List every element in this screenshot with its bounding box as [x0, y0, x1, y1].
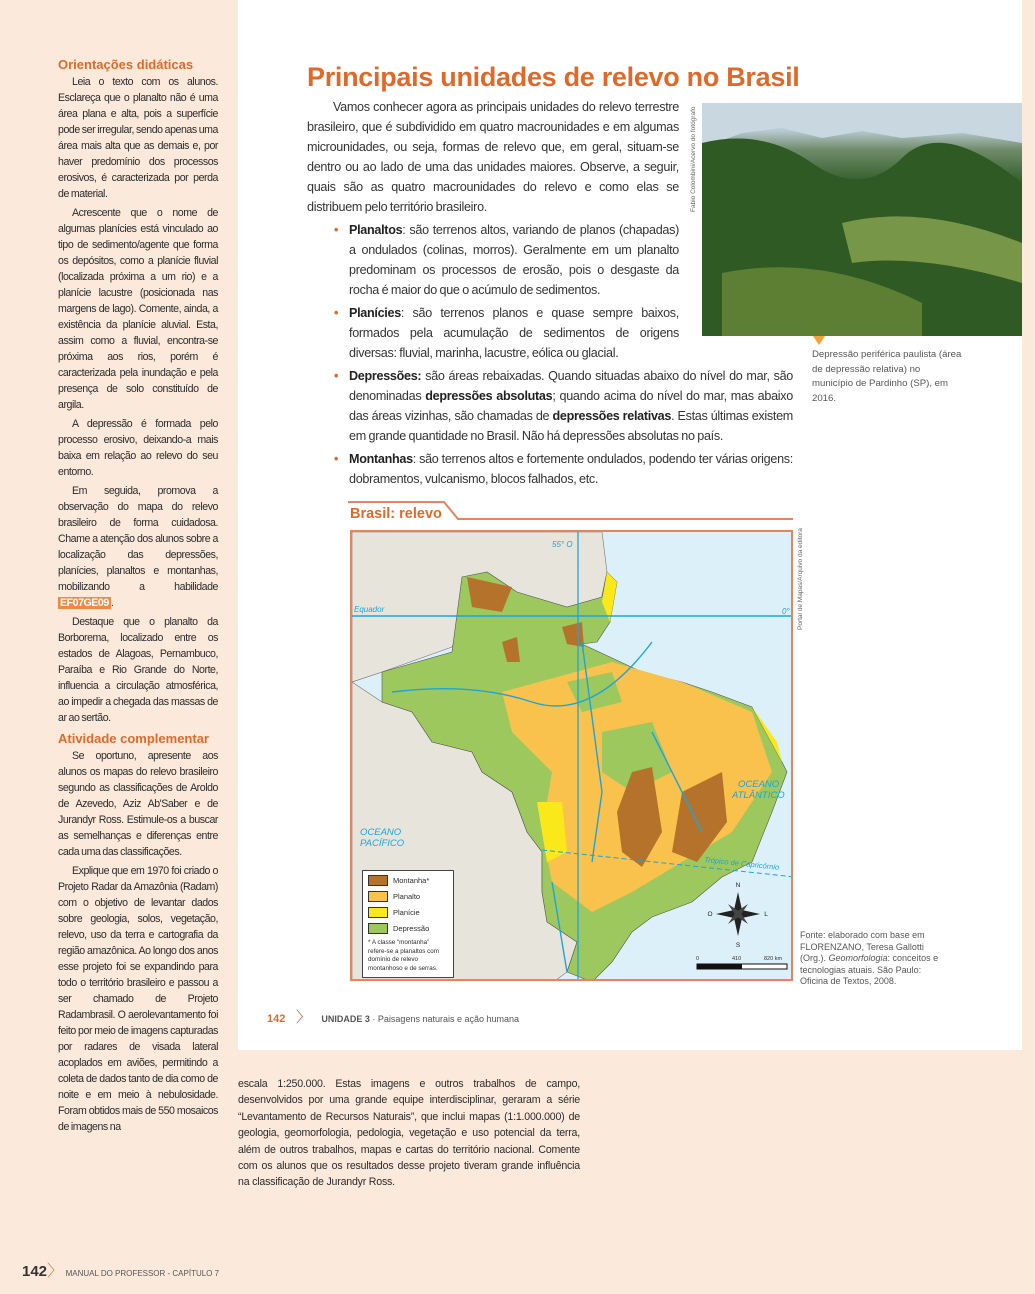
legend-item-depressao: Depressão — [368, 923, 448, 934]
note-continuation: escala 1:250.000. Estas imagens e outros trabalhos de campo, desenvolvidos por uma grande equipe interdisciplinar, geraram a série “Levantamento de Recursos Naturais”, que inclui mapas (1:1.000.000) de geologia, geomorfologia, pedologia, vegetação e uso potencial da terra, além de outros trabalhos, mapas e cartas do território nacional. Comente com os alunos que os resultados desse projeto tiveram grande influência na classificação de Jurandyr Ross. — [238, 1078, 580, 1189]
legend-item-montanha: Montanha* — [368, 875, 448, 886]
note-paragraph: A depressão é formada pelo processo erosivo, deixando-a mais baixa em relação ao relevo do seu entorno. — [58, 418, 218, 478]
landscape-photo — [702, 103, 1022, 336]
note-paragraph: Se oportuno, apresente aos alunos os mapas do relevo brasileiro segundo as classificações de Aroldo de Azevedo, Aziz Ab'Saber e de Jurandyr Ross. Estimule-os a buscar as semelhanças e diferenças entre cada uma das classificações. — [58, 750, 218, 858]
bullet-depressoes: • Depressões: são áreas rebaixadas. Quando situadas abaixo do nível do mar, são denominadas depressões absolutas; quando acima do nível do mar, mas abaixo das áreas vizinhas, são chamadas de depressões relativas. Estas últimas existem em grande quantidade no Brasil. Não há depressões absolutas no país. — [349, 366, 793, 446]
meridian-label: 55° O — [552, 540, 573, 549]
bullet-planaltos: • Planaltos: são terrenos altos, variando de planos (chapadas) a ondulados (colinas, morros). Geralmente em um planalto predominam os processos de erosão, pois o desgaste da rocha é maior do que o acúmulo de sedimentos. — [349, 220, 679, 300]
map-legend — [362, 870, 454, 978]
relief-map — [350, 530, 793, 981]
heading-atividade: Atividade complementar — [58, 731, 209, 746]
atlantic-label-1: OCEANO — [738, 779, 780, 790]
note-paragraph: Explique que em 1970 foi criado o Projeto Radar da Amazônia (Radam) com o objetivo de levantar dados sobre geologia, solos, vegetação, relevo, uso da terra e cartografia da região amazônica. Ao longo dos anos esse projeto foi se expandindo para todo o território brasileiro e passou a ser chamado de Projeto Radambrasil. O aerolevantamento foi feito por meio de imagens capturadas por radares de visada lateral acoplados em aviões, permitindo a coleta de dados tanto de dia como de noite e em meio à nebulosidade. Foram obtidos mais de 550 mosaicos de imagens na — [58, 865, 218, 1133]
scale-bar — [696, 956, 787, 969]
manual-footer: 142〉 MANUAL DO PROFESSOR - CAPÍTULO 7 — [22, 1263, 220, 1280]
svg-text:S: S — [735, 942, 741, 949]
map-source: Fonte: elaborado com base em FLORENZANO, Teresa Gallotti (Org.). Geomorfologia: conceitos e tecnologias atuais. São Paulo: Oficina de Textos, 2008. — [800, 930, 939, 986]
teacher-notes — [58, 56, 218, 1138]
legend-item-planicie: Planície — [368, 907, 448, 918]
bullet-montanhas: • Montanhas: são terrenos altos e fortemente ondulados, podendo ter várias origens: dobramentos, vulcanismo, blocos falhados, etc. — [349, 449, 793, 489]
svg-text:410: 410 — [732, 956, 742, 962]
svg-text:N: N — [735, 882, 741, 889]
legend-note: * A classe “montanha” refere-se a planaltos com domínio de relevo montanhoso e de serras. — [368, 939, 440, 972]
heading-orientacoes: Orientações didáticas — [58, 57, 194, 72]
note-paragraph: Acrescente que o nome de algumas planícies está vinculado ao tipo de sedimento/agente que forma os depósitos, como a planície fluvial (localizada próxima a um rio) e a planície lacustre (posicionada nas margens de lago). Comente, ainda, a existência da planície aluvial. Esta, assim como a fluvial, encontra-se próxima aos rios, porém é caracterizada pela inundação e pela presença de solo constituído de argila. — [58, 207, 218, 411]
page-number: 142 — [267, 1013, 286, 1025]
svg-text:O: O — [707, 911, 713, 918]
svg-text:0: 0 — [696, 956, 700, 962]
pacific-label-2: PACÍFICO — [360, 838, 405, 849]
note-paragraph: Destaque que o planalto da Borborema, localizado entre os estados de Alagoas, Pernambuco, Paraíba e Rio Grande do Norte, influencia a circulação atmosférica, ao impedir a chegada das massas de ar ao sertão. — [58, 616, 218, 724]
student-footer: 142 〉 UNIDADE 3 · Paisagens naturais e ação humana — [267, 1009, 520, 1026]
svg-text:L: L — [764, 911, 768, 918]
manual-page-number: 142 — [22, 1263, 48, 1280]
photo-credit: Fabio Colombini/Acervo do fotógrafo — [690, 106, 697, 212]
bullet-planicies: • Planícies: são terrenos planos e quase sempre baixos, formados pela acumulação de sedimentos de origens diversas: fluvial, marinha, lacustre, eólica ou glacial. — [349, 303, 679, 363]
compass-rose-icon — [707, 882, 768, 949]
map-title-rule — [346, 500, 796, 522]
photo-illustration — [702, 103, 1022, 336]
map-credit: Portal de Mapas/Arquivo da editora — [797, 528, 804, 630]
svg-text:820 km: 820 km — [764, 956, 783, 962]
zero-label: 0° — [782, 607, 790, 616]
legend-item-planalto: Planalto — [368, 891, 448, 902]
atlantic-label-2: ATLÂNTICO — [732, 790, 785, 801]
skill-code-badge: EF07GE09 — [60, 597, 109, 609]
pacific-label-1: OCEANO — [360, 827, 402, 838]
photo-caption: Depressão periférica paulista (área de depressão relativa) no município de Pardinho (SP), em 2016. — [812, 349, 962, 404]
caption-pointer-icon — [813, 336, 825, 345]
intro-text: Vamos conhecer agora as principais unidades do relevo terrestre brasileiro, que é subdividido em quatro macrounidades e em algumas microunidades, ou seja, formas de relevo que, em geral, situam-se dentro ou ao lado de uma das unidades maiores. Observe, a seguir, quais são as quatro macrounidades do relevo e como elas se distribuem pelo território brasileiro. — [307, 100, 679, 214]
page-title: Principais unidades de relevo no Brasil — [307, 62, 800, 92]
note-paragraph: Em seguida, promova a observação do mapa do relevo brasileiro de forma cuidadosa. Chame a atenção dos alunos sobre a localização das depressões, planícies, planaltos e montanhas, mobilizando a habilidade EF07GE09 . — [58, 485, 218, 609]
equator-label: Equador — [354, 605, 385, 614]
map-title: Brasil: relevo — [350, 506, 442, 522]
tropic-label: Trópico de Capricórnio — [703, 855, 780, 872]
note-paragraph: Leia o texto com os alunos. Esclareça que o planalto não é uma área plana e alta, pois a superfície pode ser irregular, sendo apenas uma área mais alta que as demais e, por haver predomínio dos processos erosivos, é caracterizada por perda de material. — [58, 76, 218, 200]
